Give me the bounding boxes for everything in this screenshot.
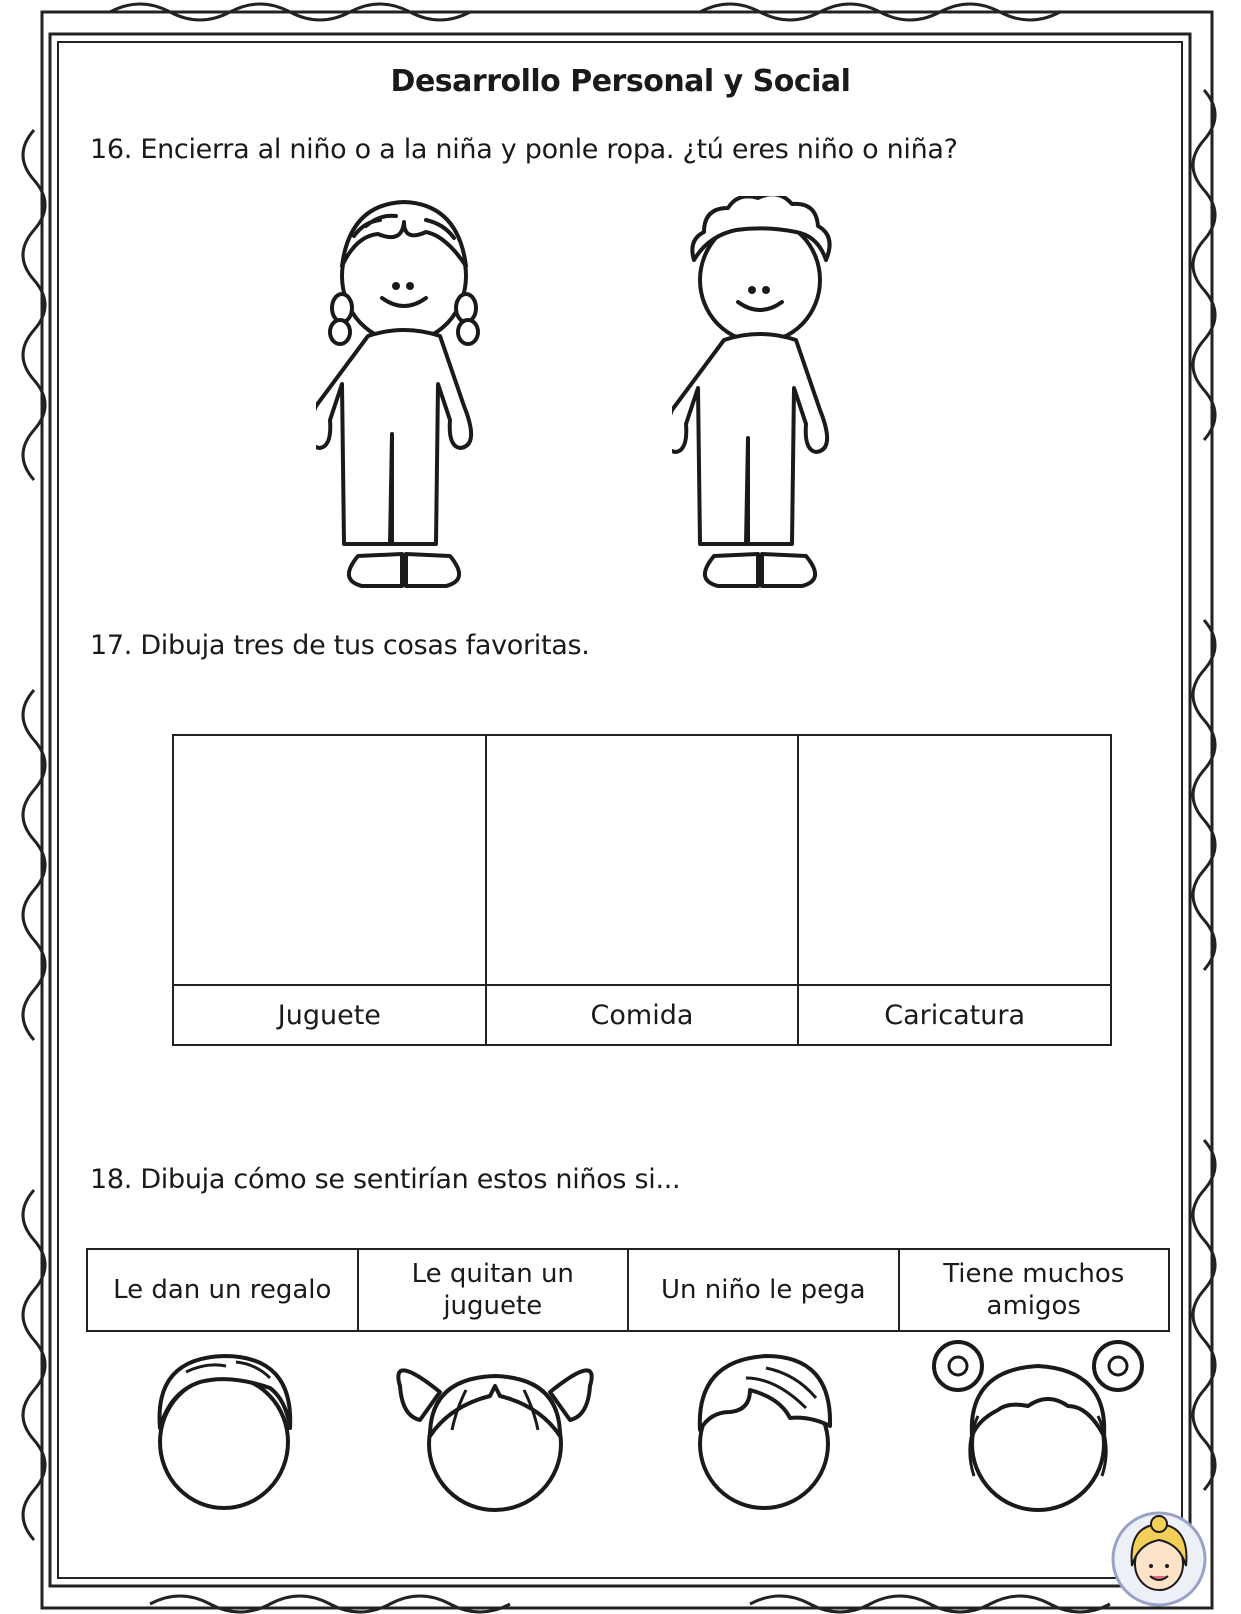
draw-box-food[interactable] [486,735,799,985]
situation-label-friends: Tiene muchos amigos [899,1249,1170,1331]
boy-fringe-head-icon[interactable] [686,1348,842,1514]
favorite-label-toy: Juguete [173,985,486,1045]
teacher-avatar-logo-icon [1110,1510,1208,1608]
pigtails-girl-head-icon[interactable] [396,1340,594,1514]
draw-box-toy[interactable] [173,735,486,985]
page-title: Desarrollo Personal y Social [390,64,851,99]
question-16-prompt: 16. Encierra al niño o a la niña y ponle ropa. ¿tú eres niño o niña? [90,134,958,165]
situation-label-toy-taken: Le quitan un juguete [358,1249,629,1331]
favorite-label-cartoon: Caricatura [798,985,1111,1045]
question-18-prompt: 18. Dibuja cómo se sentirían estos niños si... [90,1164,681,1195]
situations-table [86,1248,1170,1332]
bun-girl-head-icon[interactable] [930,1336,1146,1514]
boy-outline-icon [672,196,848,588]
favorites-table [172,734,1112,1046]
girl-outline-icon [316,196,492,588]
question-17-prompt: 17. Dibuja tres de tus cosas favoritas. [90,630,590,661]
situation-label-gift: Le dan un regalo [87,1249,358,1331]
boy-head-icon[interactable] [146,1348,302,1514]
favorite-label-food: Comida [486,985,799,1045]
situation-label-hit: Un niño le pega [628,1249,899,1331]
draw-box-cartoon[interactable] [798,735,1111,985]
